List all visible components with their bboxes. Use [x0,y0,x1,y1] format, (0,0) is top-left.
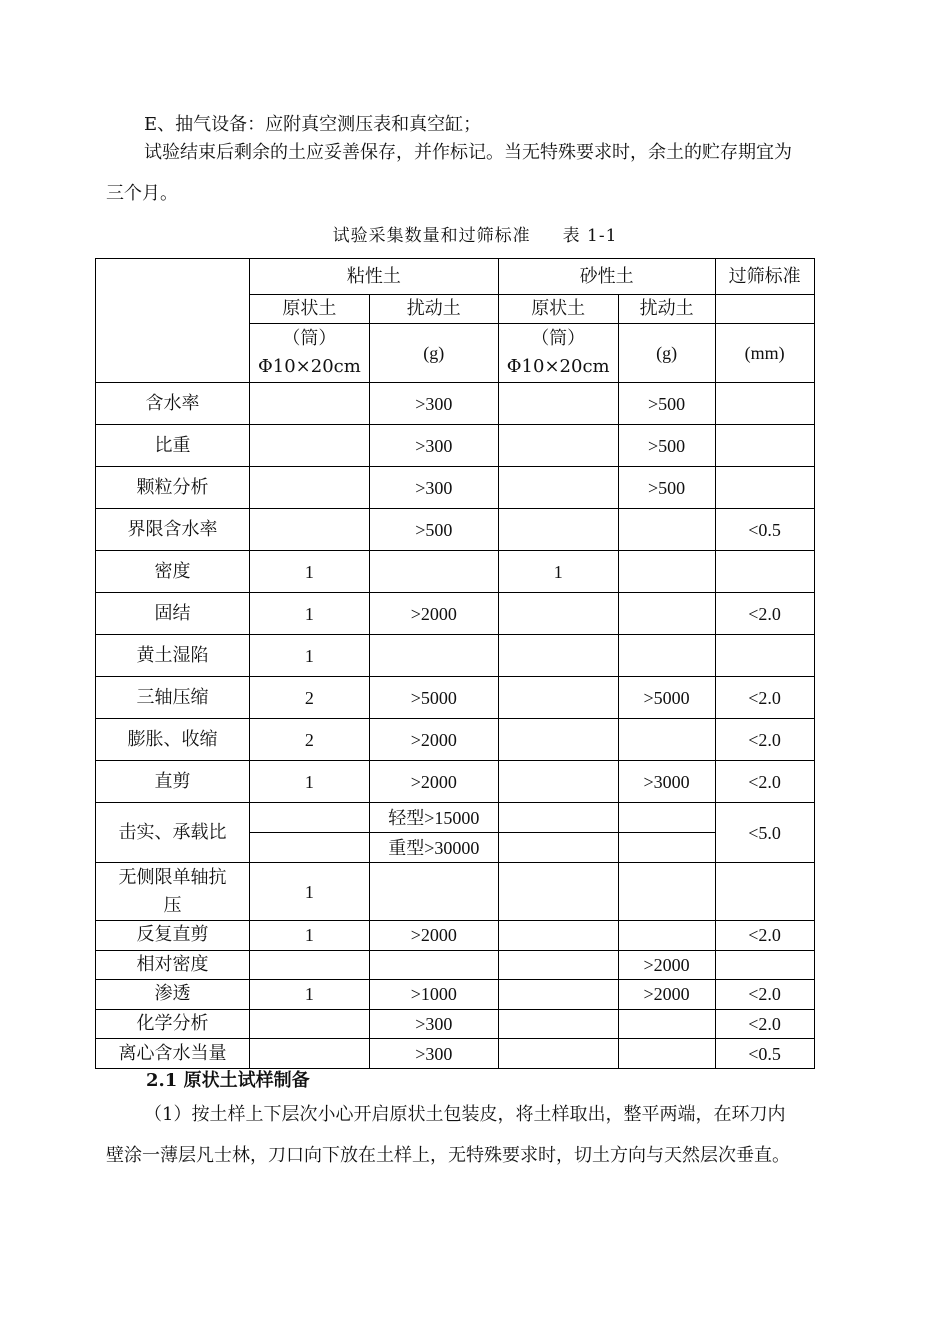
table-cell [498,383,618,425]
table-cell [715,467,814,509]
table-cell: <2.0 [715,719,814,761]
table-cell: >500 [618,383,715,425]
row-label: 膨胀、收缩 [96,719,250,761]
row-label: 化学分析 [96,1009,250,1039]
table-body-main [96,383,815,803]
row-label: 含水率 [96,383,250,425]
unit-sand-dist: (g) [618,324,715,383]
table-row [96,1039,815,1069]
table-body-tail [96,921,815,1069]
row-label: 直剪 [96,761,250,803]
table-row [96,1009,815,1039]
header-sand-orig: 原状土 [498,295,618,324]
row-label: 反复直剪 [96,921,250,951]
table-row [96,635,815,677]
table-cell: 1 [250,635,370,677]
table-cell [498,950,618,980]
table-cell: 1 [250,980,370,1010]
table-cell: >5000 [618,677,715,719]
table-cell: >300 [369,383,498,425]
table-cell: >300 [369,1039,498,1069]
table-cell: >3000 [618,761,715,803]
table-row [96,425,815,467]
cell-empty [498,863,618,921]
section-heading: 2.1 原状土试样制备 [146,1070,310,1091]
table-row [96,677,815,719]
table-cell [618,719,715,761]
table-cell: >300 [369,467,498,509]
table-cell: >2000 [618,950,715,980]
cell-empty [618,863,715,921]
table-row [96,467,815,509]
table-cell: >1000 [369,980,498,1010]
header-sieve-blank [715,295,814,324]
table-row [96,593,815,635]
table-corner-cell [96,259,250,383]
table-cell: <2.0 [715,1009,814,1039]
table-cell: 1 [250,551,370,593]
cell-empty [618,833,715,863]
table-cell [250,383,370,425]
table-cell: 1 [250,761,370,803]
cell-empty [250,803,370,833]
table-cell [618,1009,715,1039]
cell-empty [369,863,498,921]
unit-sieve: (mm) [715,324,814,383]
cell-compaction-sieve: <5.0 [715,803,814,863]
table-cell [498,509,618,551]
header-sieve: 过筛标准 [715,259,814,295]
row-label: 渗透 [96,980,250,1010]
table-cell [250,1039,370,1069]
unit-sand-orig: （筒）Φ10×20cm [498,324,618,383]
table-cell [498,980,618,1010]
table-row [96,551,815,593]
table-cell: <2.0 [715,921,814,951]
header-clay: 粘性土 [250,259,499,295]
table-cell: >2000 [618,980,715,1010]
row-label: 击实、承载比 [96,803,250,863]
header-sand: 砂性土 [498,259,715,295]
table-cell [369,635,498,677]
table-cell: <0.5 [715,509,814,551]
table-cell [250,1009,370,1039]
table-cell: 2 [250,677,370,719]
table-row [96,719,815,761]
row-label: 相对密度 [96,950,250,980]
table-row [96,950,815,980]
table-cell [618,509,715,551]
table-cell: 1 [250,921,370,951]
table-cell [498,677,618,719]
table-cell [715,551,814,593]
table-cell [498,635,618,677]
table-group-header-row [96,259,815,295]
table-cell [250,467,370,509]
table-row [96,383,815,425]
cell-empty [498,833,618,863]
table-cell: <2.0 [715,593,814,635]
table-cell [498,593,618,635]
row-label: 黄土湿陷 [96,635,250,677]
cell-empty [250,833,370,863]
table-cell: >500 [618,425,715,467]
cell-heavy-compaction: 重型>30000 [369,833,498,863]
row-label: 固结 [96,593,250,635]
table-cell [715,383,814,425]
table-cell: <2.0 [715,980,814,1010]
table-cell: >5000 [369,677,498,719]
table-row [96,921,815,951]
table-cell [498,761,618,803]
table-cell: >500 [618,467,715,509]
row-label: 离心含水当量 [96,1039,250,1069]
table-cell [369,551,498,593]
table-cell [498,719,618,761]
table-cell [250,950,370,980]
table-cell: >2000 [369,719,498,761]
table-cell [618,593,715,635]
cell-unconfined-clay-orig: 1 [250,863,370,921]
cell-light-compaction: 轻型>15000 [369,803,498,833]
row-label: 比重 [96,425,250,467]
table-cell: 1 [498,551,618,593]
table-cell: >300 [369,1009,498,1039]
sample-quantity-table [95,258,815,1069]
table-cell: >2000 [369,921,498,951]
row-label: 无侧限单轴抗压 [96,863,250,921]
table-cell [715,635,814,677]
intro-storage-paragraph: 试验结束后剩余的土应妥善保存，并作标记。当无特殊要求时，余土的贮存期宜为三个月。 [106,142,792,204]
section-paragraph: （1）按土样上下层次小心开启原状土包装皮，将土样取出，整平两端，在环刀内壁涂一薄层凡士林，刀口向下放在土样上，无特殊要求时，切土方向与天然层次垂直。 [106,1104,790,1166]
cell-empty [715,863,814,921]
header-clay-dist: 扰动土 [369,295,498,324]
table-cell [618,921,715,951]
table-cell [498,467,618,509]
row-label: 颗粒分析 [96,467,250,509]
table-row [96,761,815,803]
table-caption: 试验采集数量和过筛标准 表 1-1 [332,226,618,246]
table-cell: <2.0 [715,677,814,719]
table-cell [498,1009,618,1039]
table-cell [498,425,618,467]
row-label: 三轴压缩 [96,677,250,719]
table-cell [250,509,370,551]
table-cell: >2000 [369,761,498,803]
table-cell: <2.0 [715,761,814,803]
table-cell: >500 [369,509,498,551]
unit-clay-dist: (g) [369,324,498,383]
header-sand-dist: 扰动土 [618,295,715,324]
table-row [96,509,815,551]
table-cell [498,1039,618,1069]
header-clay-orig: 原状土 [250,295,370,324]
table-cell [618,635,715,677]
table-cell: 1 [250,593,370,635]
table-cell [715,425,814,467]
table-cell: >300 [369,425,498,467]
unit-clay-orig: （筒）Φ10×20cm [250,324,370,383]
row-label: 密度 [96,551,250,593]
row-label: 界限含水率 [96,509,250,551]
table-cell [498,921,618,951]
table-cell [250,425,370,467]
table-row-unconfined [96,863,815,921]
cell-empty [498,803,618,833]
table-row-compaction [96,803,815,833]
intro-line-e: E、抽气设备：应附真空测压表和真空缸； [144,114,482,135]
table-cell: >2000 [369,593,498,635]
table-cell [369,950,498,980]
cell-empty [618,803,715,833]
table-cell [618,551,715,593]
table-cell: 2 [250,719,370,761]
table-row [96,980,815,1010]
table-cell: <0.5 [715,1039,814,1069]
table-cell [715,950,814,980]
table-cell [618,1039,715,1069]
